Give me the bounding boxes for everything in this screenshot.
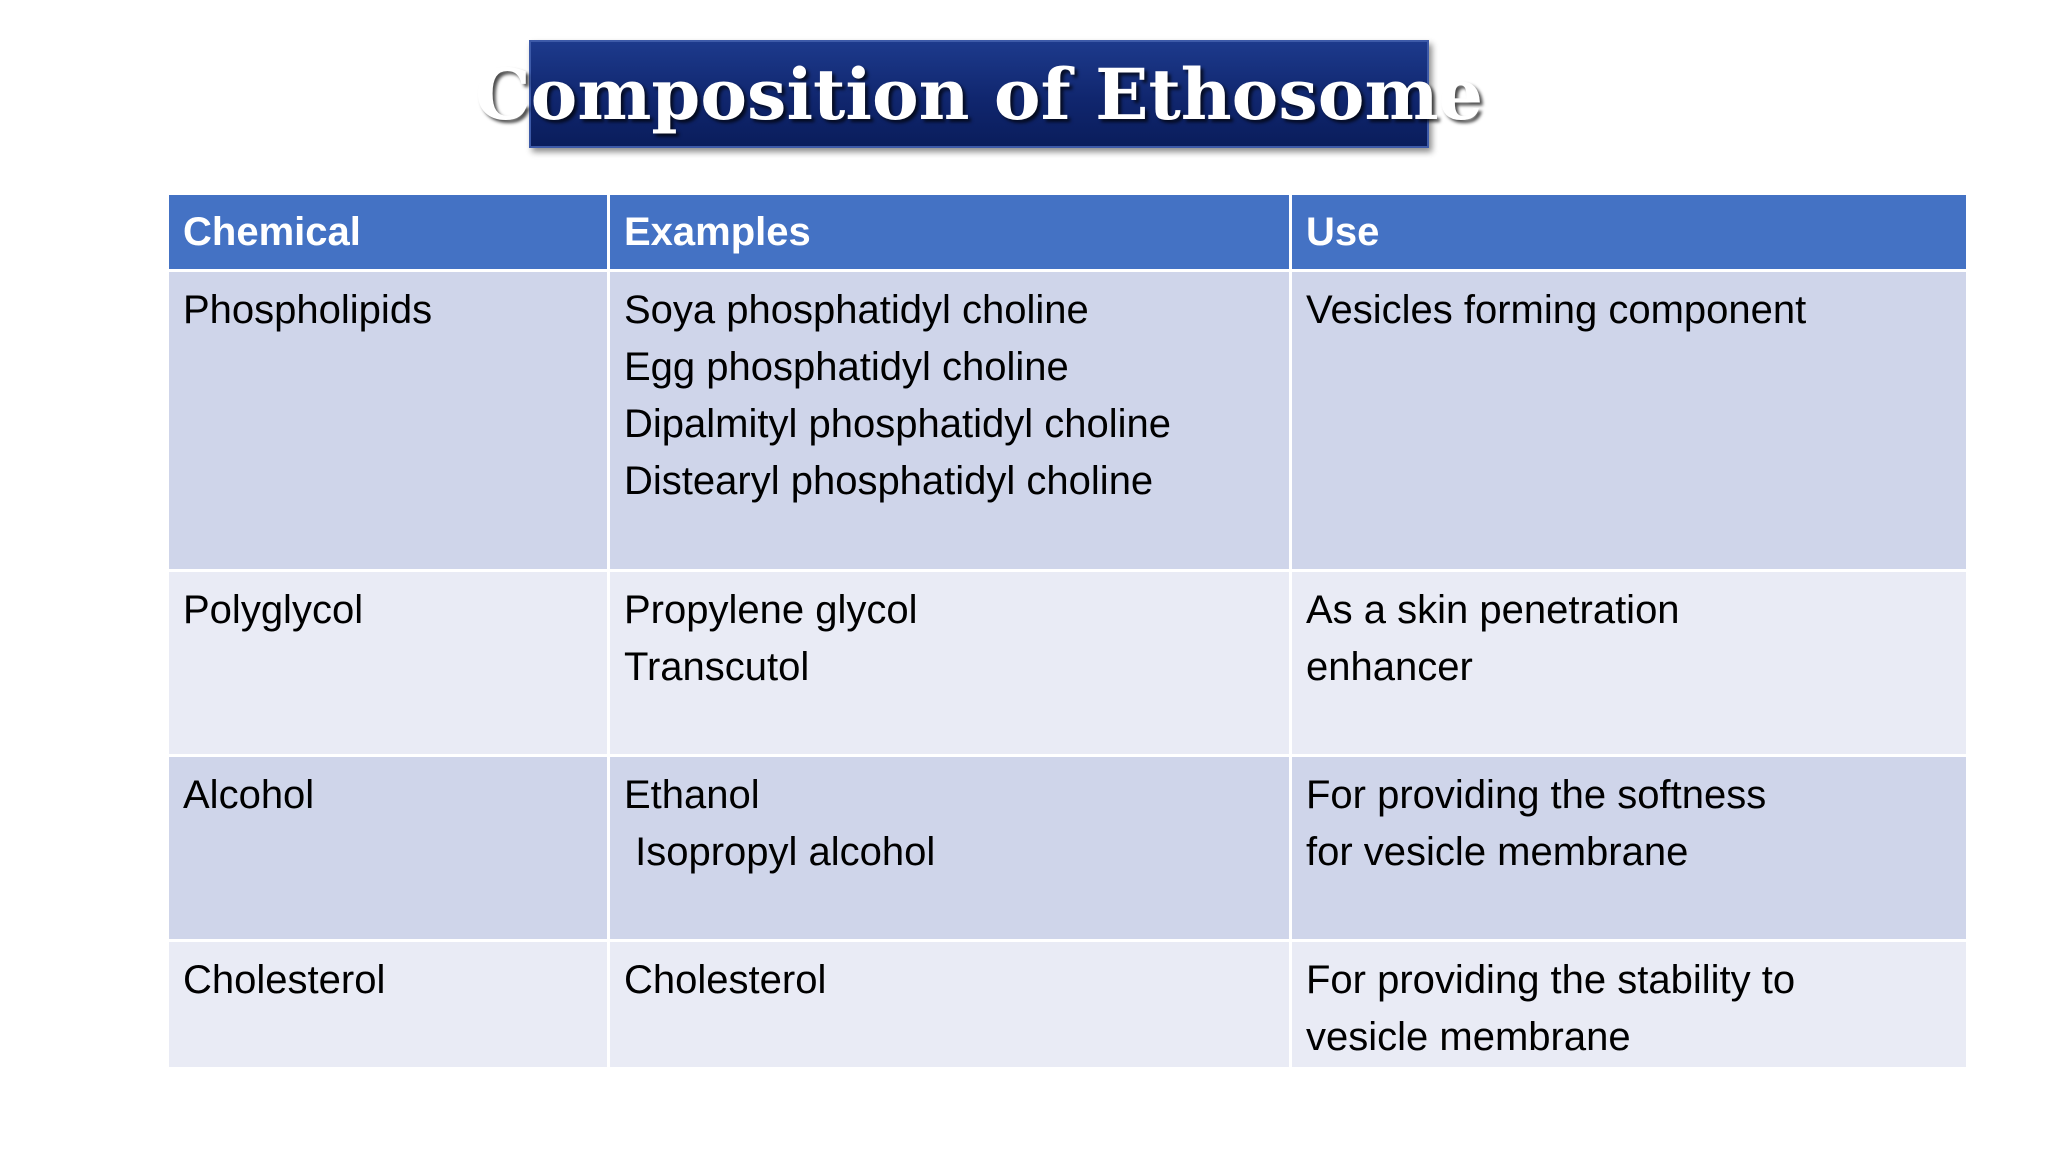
header-chemical: Chemical (168, 194, 609, 271)
example-item: Egg phosphatidyl choline (624, 345, 1069, 389)
cell-use (1291, 571, 1968, 756)
example-item: Dipalmityl phosphatidyl choline (624, 402, 1171, 446)
example-item: Soya phosphatidyl choline (624, 288, 1089, 332)
table-row (168, 571, 1968, 756)
example-item: Transcutol (624, 645, 810, 689)
cell-use (1291, 941, 1968, 1069)
use-text: For providing the softness (1306, 773, 1767, 817)
example-item: Cholesterol (624, 958, 827, 1002)
cell-examples (609, 271, 1291, 571)
example-item: Propylene glycol (624, 588, 918, 632)
header-use: Use (1291, 194, 1968, 271)
cell-examples (609, 941, 1291, 1069)
cell-use (1291, 271, 1968, 571)
use-text: For providing the stability to (1306, 958, 1796, 1002)
table-row (168, 756, 1968, 941)
chemical-name: Cholesterol (183, 958, 386, 1002)
table-row (168, 941, 1968, 1069)
chemical-name: Polyglycol (183, 588, 364, 632)
table-header-row (168, 194, 1968, 271)
use-text: Vesicles forming component (1306, 288, 1807, 332)
use-text: enhancer (1306, 645, 1473, 689)
cell-examples (609, 571, 1291, 756)
table-row (168, 271, 1968, 571)
example-item: Distearyl phosphatidyl choline (624, 459, 1154, 503)
slide-title: Composition of Ethosome (474, 52, 1484, 136)
cell-chemical (168, 271, 609, 571)
header-examples: Examples (609, 194, 1291, 271)
cell-use (1291, 756, 1968, 941)
use-text: vesicle membrane (1306, 1015, 1631, 1059)
chemical-name: Phospholipids (183, 288, 433, 332)
chemical-name: Alcohol (183, 773, 315, 817)
cell-chemical (168, 756, 609, 941)
use-text: As a skin penetration (1306, 588, 1680, 632)
title-banner (474, 40, 1484, 148)
example-item: Ethanol (624, 773, 760, 817)
composition-table (166, 192, 1969, 1070)
cell-examples (609, 756, 1291, 941)
example-item: Isopropyl alcohol (624, 830, 936, 874)
cell-chemical (168, 571, 609, 756)
use-text: for vesicle membrane (1306, 830, 1689, 874)
cell-chemical (168, 941, 609, 1069)
